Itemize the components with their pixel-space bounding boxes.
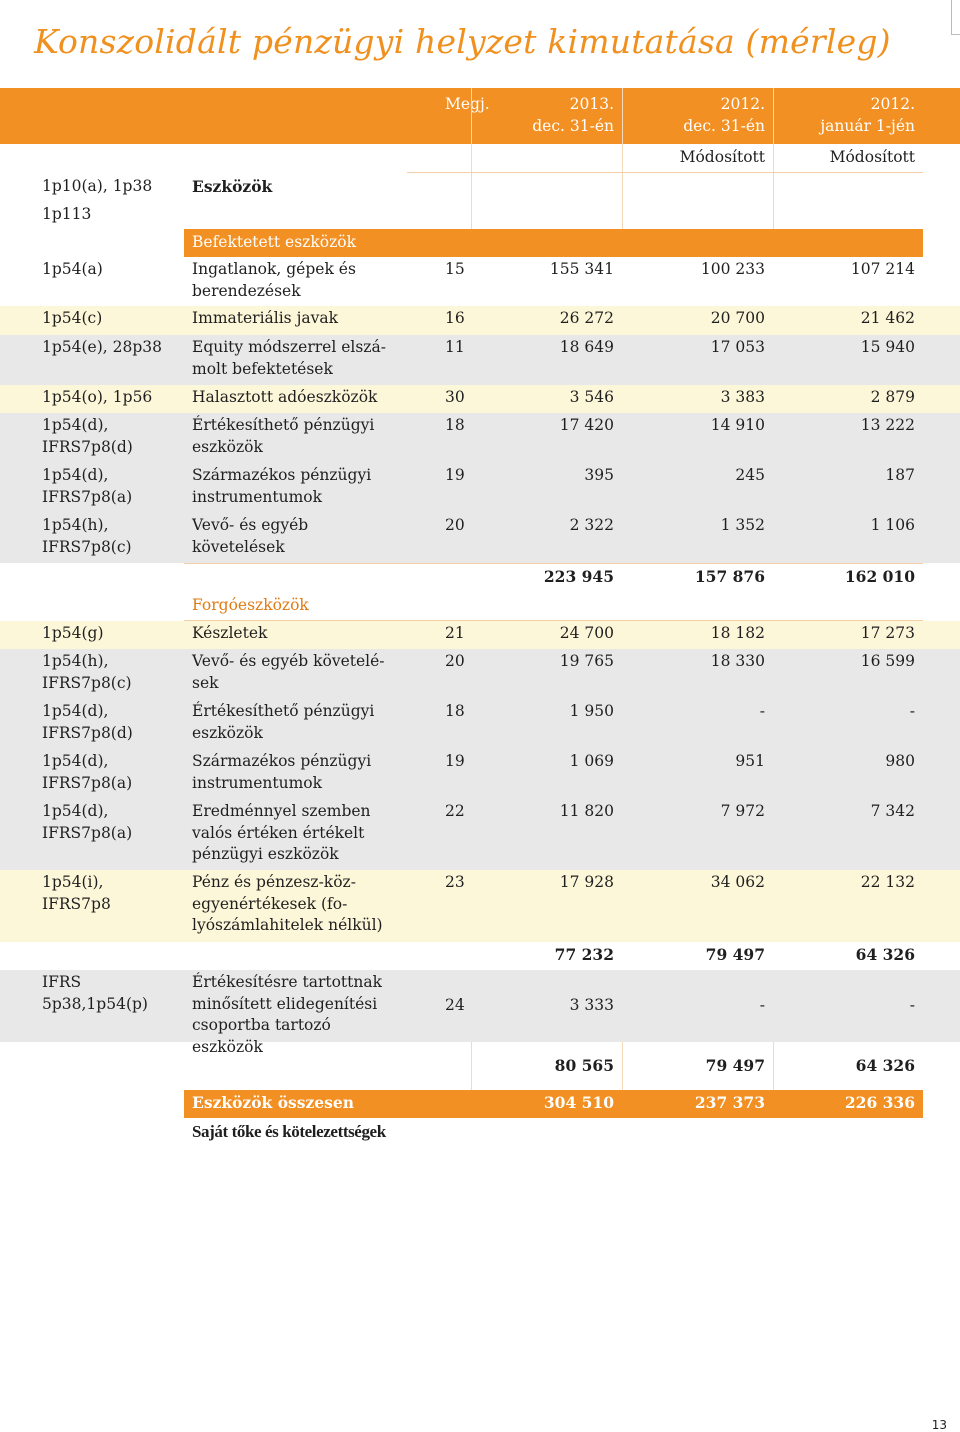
table-row: 1p54(d), IFRS7p8(a) Eredménnyel szemben valós értéken értékelt pénzügyi eszközök 22 11 820 7 972 7 342 bbox=[0, 799, 960, 870]
equity-heading: Saját tőke és kötelezettségek bbox=[192, 1122, 386, 1141]
assets-section-row bbox=[0, 173, 960, 229]
header-col3-modified: Módosított bbox=[773, 144, 923, 172]
page-corner-mark bbox=[951, 0, 960, 35]
header-subrow bbox=[0, 144, 960, 172]
equity-heading-row bbox=[0, 1118, 960, 1146]
header-col-2012-dec: 2012. dec. 31-én bbox=[622, 88, 773, 144]
table-row: 1p54(h), IFRS7p8(c) Vevő- és egyéb követelé-sek 20 19 765 18 330 16 599 bbox=[0, 649, 960, 699]
assets-total-label: Eszközök összesen bbox=[192, 1093, 355, 1112]
assets-ref: 1p10(a), 1p38 1p113 bbox=[42, 177, 153, 223]
current-heading: Forgóeszközök bbox=[192, 596, 309, 614]
assets-section-label: Eszközök bbox=[192, 177, 273, 196]
table-row: 1p54(d), IFRS7p8(d) Értékesíthető pénzügyi eszközök 18 1 950 - - bbox=[0, 699, 960, 749]
held-for-sale-row: IFRS 5p38,1p54(p) Értékesítésre tartottnak minősített elidegenítési csoportba tartozó eszközök 24 3 333 - - bbox=[0, 970, 960, 1042]
table-row: 1p54(d), IFRS7p8(a) Származékos pénzügyi instrumentumok 19 395 245 187 bbox=[0, 463, 960, 513]
assets-total-row: Eszközök összesen 304 510 237 373 226 336 bbox=[0, 1090, 960, 1118]
table-row: 1p54(d), IFRS7p8(d) Értékesíthető pénzügyi eszközök 18 17 420 14 910 13 222 bbox=[0, 413, 960, 463]
table-header bbox=[0, 88, 960, 144]
table-row: 1p54(d), IFRS7p8(a) Származékos pénzügyi instrumentumok 19 1 069 951 980 bbox=[0, 749, 960, 799]
header-col-2012-jan: 2012. január 1-jén bbox=[773, 88, 923, 144]
current-subtotal-row: 77 232 79 497 64 326 bbox=[554, 945, 915, 964]
header-megj: Megj. bbox=[445, 95, 490, 113]
table-row: 1p54(g) Készletek 21 24 700 18 182 17 273 bbox=[0, 621, 960, 649]
table-row: 1p54(e), 28p38 Equity módszerrel elszá-molt befektetések 11 18 649 17 053 15 940 bbox=[0, 335, 960, 385]
page-title: Konszolidált pénzügyi helyzet kimutatása (mérleg) bbox=[34, 22, 891, 61]
page-number: 13 bbox=[931, 1418, 947, 1432]
table-row: 1p54(h), IFRS7p8(c) Vevő- és egyéb követelések 20 2 322 1 352 1 106 bbox=[0, 513, 960, 563]
table-row: 1p54(c) Immateriális javak 16 26 272 20 700 21 462 bbox=[0, 306, 960, 335]
noncurrent-heading-row bbox=[0, 229, 960, 257]
header-col2-modified: Módosított bbox=[622, 144, 773, 172]
noncurrent-total-row: 223 945 157 876 162 010 bbox=[543, 567, 915, 586]
table-row: 1p54(a) Ingatlanok, gépek és berendezések 15 155 341 100 233 107 214 bbox=[42, 260, 915, 300]
current-heading-row bbox=[0, 592, 960, 620]
table-row: 1p54(o), 1p56 Halasztott adóeszközök 30 3 546 3 383 2 879 bbox=[0, 385, 960, 413]
noncurrent-heading: Befektetett eszközök bbox=[184, 229, 923, 257]
current-total-row: 80 565 79 497 64 326 bbox=[0, 1042, 960, 1090]
table-row: 1p54(i), IFRS7p8 Pénz és pénzesz-köz-egyenértékesek (fo-lyószámlahitelek nélkül) 23 17 928 34 062 22 132 bbox=[0, 870, 960, 942]
header-col-2013: 2013. dec. 31-én bbox=[471, 88, 622, 144]
